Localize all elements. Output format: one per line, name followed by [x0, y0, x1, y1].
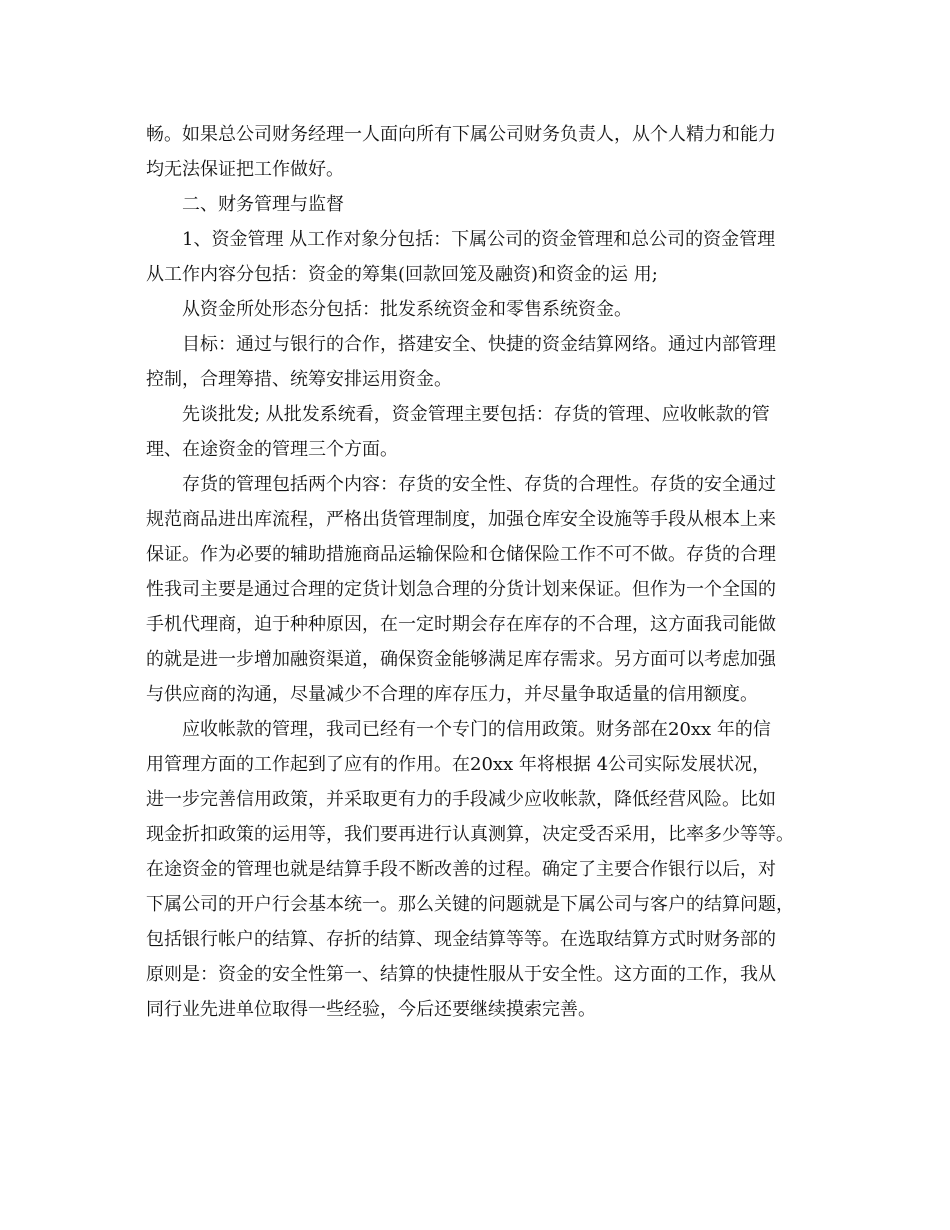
text-line: 保证。作为必要的辅助措施商品运输保险和仓储保险工作不可不做。存货的合理	[146, 544, 776, 565]
document-body	[146, 117, 811, 1027]
text-line: 手机代理商，迫于种种原因，在一定时期会存在库存的不合理，这方面我司能做	[146, 614, 776, 635]
text-line: 下属公司的开户行会基本统一。那么关键的问题就是下属公司与客户的结算问题，	[146, 894, 794, 915]
text-line: 用管理方面的工作起到了应有的作用。在20xx 年将根据 4公司实际发展状况，	[146, 754, 771, 775]
text-line: 与供应商的沟通，尽量减少不合理的库存压力，并尽量争取适量的信用额度。	[146, 684, 758, 705]
text-line: 二、财务管理与监督	[182, 194, 344, 215]
text-line: 目标：通过与银行的合作，搭建安全、快捷的资金结算网络。通过内部管理	[182, 334, 776, 355]
text-line: 规范商品进出库流程，严格出货管理制度，加强仓库安全设施等手段从根本上来	[146, 509, 776, 530]
text-line: 包括银行帐户的结算、存折的结算、现金结算等等。在选取结算方式时财务部的	[146, 929, 776, 950]
text-line: 进一步完善信用政策，并采取更有力的手段减少应收帐款，降低经营风险。比如	[146, 789, 776, 810]
text-line: 同行业先进单位取得一些经验，今后还要继续摸索完善。	[146, 999, 596, 1020]
text-line: 从资金所处形态分包括：批发系统资金和零售系统资金。	[182, 299, 632, 320]
text-line: 控制，合理筹措、统筹安排运用资金。	[146, 369, 452, 390]
text-line: 存货的管理包括两个内容：存货的安全性、存货的合理性。存货的安全通过	[182, 474, 776, 495]
text-line: 在途资金的管理也就是结算手段不断改善的过程。确定了主要合作银行以后，对	[146, 859, 776, 880]
text-line: 应收帐款的管理，我司已经有一个专门的信用政策。财务部在20xx 年的信	[182, 719, 771, 740]
text-line: 从工作内容分包括：资金的筹集(回款回笼及融资)和资金的运 用;	[146, 264, 658, 285]
text-line: 畅。如果总公司财务经理一人面向所有下属公司财务负责人，从个人精力和能力	[146, 124, 776, 145]
text-line: 理、在途资金的管理三个方面。	[146, 439, 398, 460]
text-line: 的就是进一步增加融资渠道，确保资金能够满足库存需求。另方面可以考虑加强	[146, 649, 776, 670]
text-line: 均无法保证把工作做好。	[146, 159, 344, 180]
text-line: 性我司主要是通过合理的定货计划急合理的分货计划来保证。但作为一个全国的	[146, 579, 776, 600]
text-line: 现金折扣政策的运用等，我们要再进行认真测算，决定受否采用，比率多少等等。	[146, 824, 794, 845]
text-line: 1、资金管理 从工作对象分包括：下属公司的资金管理和总公司的资金管理	[182, 229, 776, 250]
text-line: 先谈批发; 从批发系统看，资金管理主要包括：存货的管理、应收帐款的管	[182, 404, 770, 425]
text-line: 原则是：资金的安全性第一、结算的快捷性服从于安全性。这方面的工作，我从	[146, 964, 776, 985]
